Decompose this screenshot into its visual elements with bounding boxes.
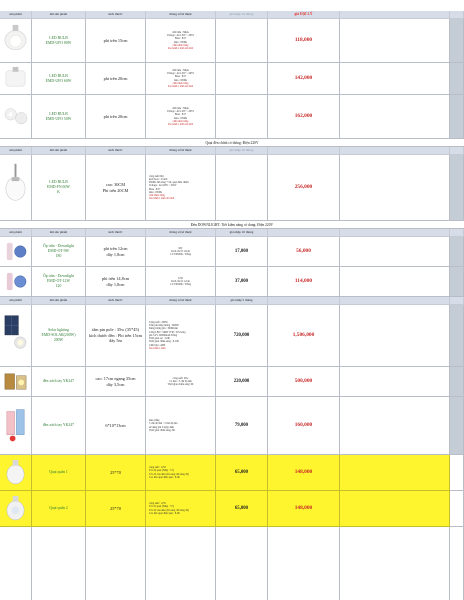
text-line: EMD-UFO 60W [45,78,72,83]
spec-line: Base : E27 [174,113,187,117]
spec-line: màu : 6500k [174,116,187,120]
table-cell [450,397,464,455]
product-size [86,155,146,221]
spec-line: 6500K ánh sáng + tắt, quạt điều chỉnh [149,181,189,185]
header-cost: giá nhập 10 thùng [216,11,268,19]
fan-bulb-icon [3,458,28,487]
product-cost: 79,000 [216,397,268,455]
product-name [32,267,86,297]
led-ufo-bulb-icon [3,98,28,135]
downlight-icon [3,270,28,293]
table-row [0,305,464,367]
product-size: 6*10*13cm [86,397,146,455]
header-size: kích thước [86,11,146,19]
product-image [0,267,32,297]
product-size [86,267,146,297]
product-price: 162,000 [268,95,340,139]
table-cell: kích thước [86,229,146,237]
table-cell [86,527,146,600]
product-cost: 220,000 [216,367,268,397]
spec-line: Tốc độ quạt (Nhịp : 3 ?) [149,469,175,473]
spec-line: Kích cắt lỗ: 10cm [171,249,190,253]
product-price: 160,000 [268,397,340,455]
product-size: phi trên 15cm [86,19,146,63]
product-size: 25*70 [86,491,146,527]
product-price: 256,000 [268,155,340,221]
spec-line: Công suất : 200W [149,320,168,324]
spec-line: Chất liệu : ABS [149,343,166,347]
product-size [86,305,146,367]
text-line: cao: 17cm ngang 35cm [95,376,136,382]
table-cell: mã sản phẩm [32,147,86,155]
spec-line: bảo hành 1 năm [149,346,166,350]
text-line: EMD-OT-9W [47,249,70,254]
spec-line: Thời gian sạc : 6-8h [149,337,170,341]
text-line: LED BULB [49,180,68,185]
spec-line: màu : 6500k [174,40,187,44]
table-cell [450,305,464,367]
table-cell [450,237,464,267]
text-line: K [57,189,60,194]
text-line: EMD-UFO 80W [45,40,72,45]
table-cell [450,229,464,237]
table-cell [268,229,340,237]
table-cell [340,491,450,527]
product-spec [146,95,216,139]
product-name [32,63,86,95]
product-spec [146,19,216,63]
text-line: kích thước đèn : Phi trên 15cm [88,332,143,338]
table-cell [268,527,340,600]
spec-line: Kích cắt lỗ: 12cm [171,279,190,283]
spec-line: 12W [177,276,184,280]
table-cell [450,367,464,397]
table-cell: giá nhập 10 thùng [216,229,268,237]
spec-line: chất nhựa bằng [172,43,189,47]
table-cell [340,19,450,63]
fan-bulb-icon [3,158,28,216]
spec-line: bảo hành 1 năm đổi mới [167,122,194,126]
product-size: 25*70 [86,455,146,491]
spec-line: Cao đèn quạt điện quạt : 8-9h [149,475,180,479]
product-price: 142,000 [268,63,340,95]
spec-line: Base : E27 [149,187,161,191]
product-image [0,397,32,455]
spec-line: màu : 6500k [149,190,162,194]
text-line: dây 1,8cm [106,281,125,287]
text-line: Ốp trần - Downlight [43,274,74,279]
text-line: phi trên 14,8cm [101,276,130,282]
table-cell [450,63,464,95]
header-image: sản phẩm [0,11,32,19]
product-name: đèn xách tay YK247 [32,397,86,455]
product-name [32,95,86,139]
table-cell [450,95,464,139]
section-title: Đèn DOWNLIGHT: Tiết kiệm năng có dung: Điện 220V [0,221,464,229]
product-name [32,155,86,221]
table-cell [268,147,340,155]
product-image [0,491,32,527]
product-price: 114,000 [268,267,340,297]
product-spec [146,237,216,267]
table-cell [450,19,464,63]
header-code: mã sản phẩm [32,11,86,19]
spec-line: Cao đèn quạt điện quạt : 8-9h [149,511,180,515]
section-title: Quạt đèn chính có thông: Điện 220V [0,139,464,147]
product-size: phi trên 20cm [86,63,146,95]
table-cell [340,305,450,367]
product-spec [146,491,216,527]
table-cell [340,63,450,95]
table-cell [340,267,450,297]
table-cell [216,155,268,221]
text-line: EMD-SOLAR(200W) [41,333,76,338]
product-image [0,63,32,95]
spec-line: màu trắng [149,419,160,423]
text-line: EMD-UFO 50W [45,116,72,121]
table-cell: sản phẩm [0,297,32,305]
text-line: Phi trên 20CM [102,187,129,193]
product-price: 148,000 [268,455,340,491]
product-image [0,237,32,267]
fan-bulb-icon [3,494,28,523]
text-line: LED BULB [49,35,68,40]
text-line: EMD-OT-12W [46,279,71,284]
product-name [32,237,86,267]
text-line: phi trên 12cm [103,246,128,252]
product-name: Quạt quấn 2 [32,491,86,527]
spec-line: Voltage : AC220V ~ 265V [149,184,177,188]
downlight-icon [3,240,28,263]
table-cell [340,229,450,237]
table-row [0,455,464,491]
product-image [0,367,32,397]
spec-line: CCT:6500K / Trắng [170,253,191,257]
spec-line: Voltage : AC110V ~ 265V [166,34,195,38]
table-cell [340,95,450,139]
product-image [0,455,32,491]
product-size [86,367,146,397]
table-row [0,237,464,267]
product-size [86,237,146,267]
spec-line: Tốc độ quạt (Nhịp : 3 ?) [149,505,175,509]
product-spec [146,63,216,95]
spec-line: Công LED : SMD 5730 / 325 bóng [149,330,186,334]
table-cell [450,267,464,297]
spec-line: Voltage : AC110V ~ 265V [166,72,195,76]
product-spec [146,397,216,455]
table-cell [340,297,450,305]
table-row [0,155,464,221]
spec-line: Voltage : AC110V ~ 265V [166,110,195,114]
product-price: 148,000 [268,491,340,527]
product-spec [146,367,216,397]
product-spec [146,155,216,221]
table-cell [146,527,216,600]
spec-line: bảo hành 1 năm đổi mới [167,46,194,50]
spec-line: 3 chế độ đèn : 3 chế độ đèn [149,422,178,426]
spec-line: chất liệu : Nhựa [172,30,189,34]
product-spec [146,305,216,367]
product-price: 500,000 [268,367,340,397]
product-name [32,19,86,63]
led-ufo-bulb-icon [3,22,28,59]
spec-line: công suất: 30w [172,376,189,380]
table-cell [450,297,464,305]
table-cell [450,527,464,600]
table-cell: kích thước [86,297,146,305]
table-row [0,367,464,397]
product-name [32,305,86,367]
table-cell [0,527,32,600]
table-row [0,397,464,455]
table-cell [216,63,268,95]
header-price: giá ĐẠI LÝ [268,11,340,19]
empty-rows [0,527,464,600]
product-size: phi trên 20cm [86,95,146,139]
portable-lamp-icon [3,400,28,450]
spec-line: Thời gian chiếu sáng : 8-10h [149,340,179,344]
product-image [0,95,32,139]
table-cell: sản phẩm [0,147,32,155]
text-line: dây 3,5cm [106,381,125,387]
product-price: 118,000 [268,19,340,63]
product-cost: 65,000 [216,455,268,491]
product-cost: 17,000 [216,237,268,267]
header-blank [340,11,450,19]
text-line: dây 5m [109,338,122,344]
spec-line: chất nhựa bằng [149,193,165,197]
spec-line: Tốc độ của đèn (đổi sang chế sáng độ) [149,472,189,476]
table-cell: mã sản phẩm [32,229,86,237]
product-image [0,155,32,221]
text-line: 120 [55,283,62,288]
table-cell: giá nhập 10 thùng [216,147,268,155]
spec-line: pin 3.2V 30000mAh Trắng [149,333,178,337]
table-cell: thông số kĩ thuật [146,229,216,237]
text-line: LED BULB [49,111,68,116]
table-row [0,95,464,139]
spec-line: Base : E27 [174,75,187,79]
spec-line: Thời gian chiếu sáng: 6h [149,428,175,432]
text-line: 200W [53,337,64,342]
table-header [0,229,464,237]
product-price: 56,000 [268,237,340,267]
table-cell: sản phẩm [0,229,32,237]
product-image [0,19,32,63]
table-cell [216,527,268,600]
table-cell: thông số kĩ thuật [146,147,216,155]
spec-line: sử dụng pin 3 ngày điện [149,425,174,429]
spec-line: màu : 6500k [174,78,187,82]
spec-line: công suất : 12W [149,502,166,506]
text-line: 180 [55,253,62,258]
header-spec: thông số kĩ thuật [146,11,216,19]
table-cell [268,297,340,305]
table-header [0,297,464,305]
table-cell [32,527,86,600]
table-cell [450,155,464,221]
spec-line: bảo hành 1 năm đổi mới [149,197,175,201]
table-row [0,63,464,95]
product-cost: 37,000 [216,267,268,297]
spec-line: chất nhựa bằng [172,81,189,85]
spec-line: kích hoạt : 2 bước [149,177,168,181]
table-row [0,491,464,527]
text-line: cao: 30CM [105,182,126,188]
table-cell [450,147,464,155]
spec-line: bảo hành 1 năm đổi mới [167,84,194,88]
spec-line: Tấm pin năng lượng : 60000 [149,324,179,328]
header-blank-end [450,11,464,19]
led-ufo-bulb-icon [3,66,28,91]
product-name: Quạt quấn 1 [32,455,86,491]
spec-line: công suất 60w [149,174,164,178]
table-header [0,147,464,155]
product-image [0,305,32,367]
table-cell: mã sản phẩm [32,297,86,305]
text-line: dây 1,8cm [106,251,125,257]
spec-line: Dung lượng pin : 3000mAh [149,327,178,331]
table-cell [340,367,450,397]
table-header [0,11,464,19]
product-cost: 720,000 [216,305,268,367]
table-cell: giá nhập 5 thùng [216,297,268,305]
product-cost [216,19,268,63]
table-cell [340,527,450,600]
text-line: Solar lighting [48,328,69,333]
table-cell: thông số kĩ thuật [146,297,216,305]
table-cell [340,455,450,491]
table-cell: kích thước [86,147,146,155]
spec-line: CCT:6500K / Trắng [170,283,191,287]
spec-line: Base : E27 [174,37,187,41]
spec-line: Cổ đèn : 3 chế độ đèn [169,379,192,383]
table-cell [340,147,450,155]
spec-line: chất liệu : Nhựa [172,106,189,110]
spec-line: Tốc độ của đèn (đổi sang chế sáng độ) [149,508,189,512]
spec-line: chất nhựa bằng [172,119,189,123]
text-line: LED BULB [49,73,68,78]
product-name: đèn xách tay YK247 [32,367,86,397]
text-line: tấm pin pole : 35w (35*45) [92,327,139,333]
table-row [0,19,464,63]
text-line: Ốp trần - Downlight [43,244,74,249]
table-cell [340,397,450,455]
product-spec [146,267,216,297]
table-cell [450,491,464,527]
spec-line: công suất : 12W [149,466,166,470]
table-cell [450,455,464,491]
spec-line: Thời gian chiếu sáng: 6h [167,383,194,387]
table-cell [340,155,450,221]
product-price: 1,506,000 [268,305,340,367]
spec-line: chất liệu : Nhựa [172,68,189,72]
table-row [0,267,464,297]
solar-light-icon [3,308,28,362]
table-cell [216,95,268,139]
product-spec [146,455,216,491]
product-cost: 65,000 [216,491,268,527]
text-line: EMD-FN 60W [47,185,70,190]
spec-line: 9W [178,246,183,250]
table-cell [340,237,450,267]
portable-lamp-icon [3,370,28,393]
